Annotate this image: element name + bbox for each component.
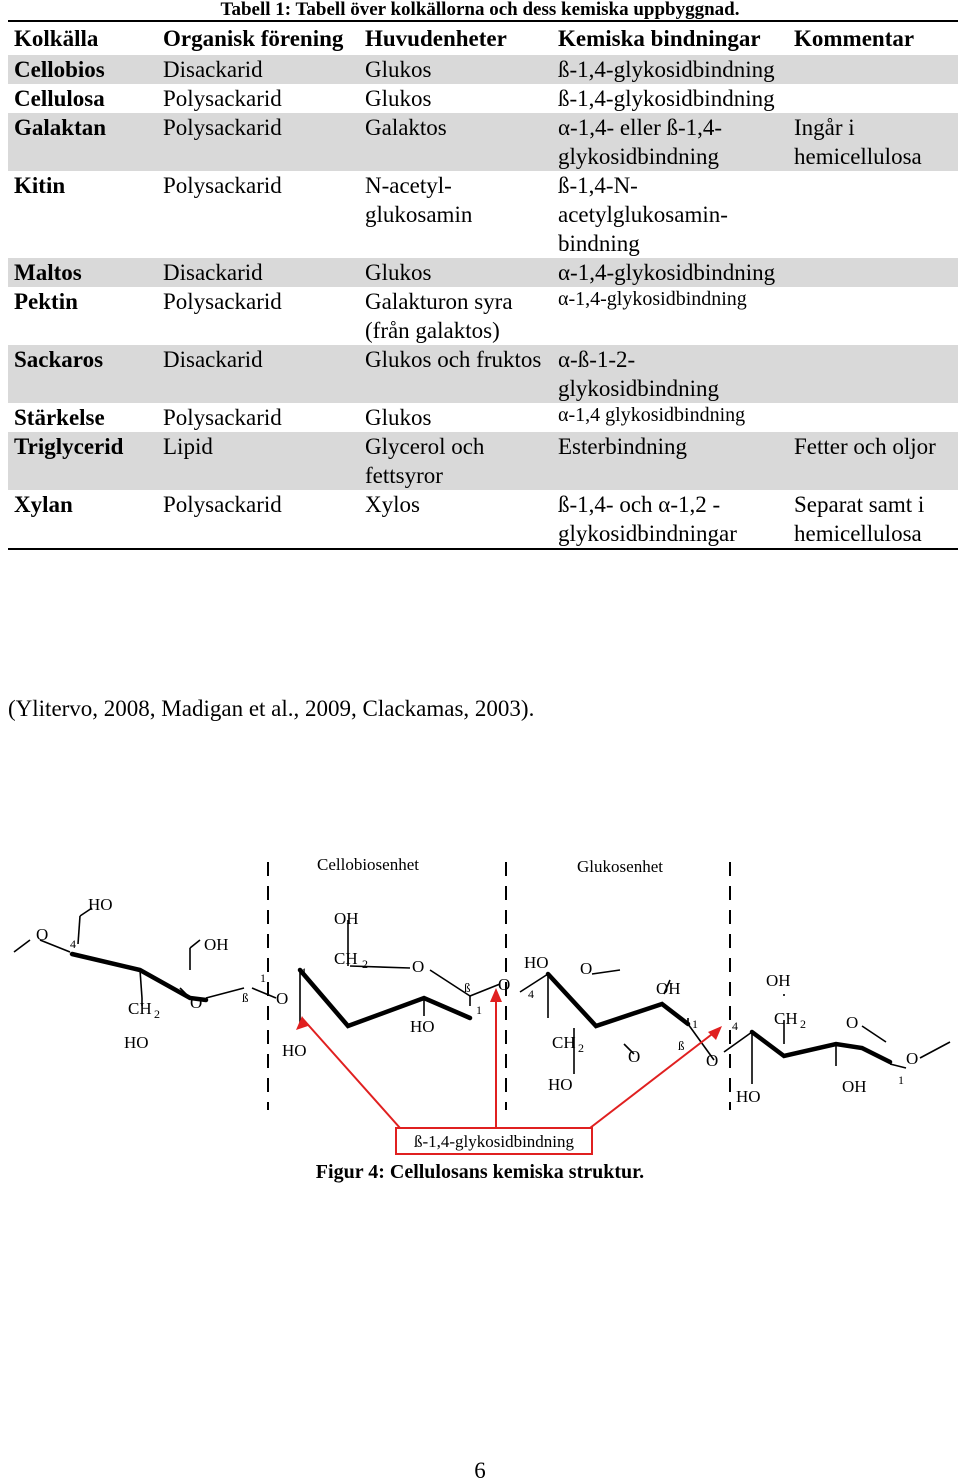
cell-comment: Separat samt i hemicellulosa bbox=[794, 492, 925, 546]
atom-label: CH bbox=[774, 1009, 798, 1028]
cell-compound: Disackarid bbox=[157, 345, 359, 403]
cell-compound: Polysackarid bbox=[163, 405, 282, 430]
cell-compound: Polysackarid bbox=[163, 492, 282, 517]
atom-label: O bbox=[846, 1013, 859, 1032]
cell-compound: Polysackarid bbox=[163, 289, 282, 314]
cell-units: Galakturon syra (från galaktos) bbox=[365, 289, 513, 343]
atom-label: O bbox=[580, 959, 593, 978]
table-row bbox=[8, 55, 958, 84]
atom-label: 2 bbox=[154, 1007, 160, 1021]
header-comment: Kommentar bbox=[794, 26, 915, 51]
ring-bonds bbox=[14, 908, 950, 1084]
cell-bonds: ß-1,4-N-acetylglukosamin-bindning bbox=[558, 173, 728, 256]
atom-label: O bbox=[36, 925, 49, 944]
atom-label: HO bbox=[88, 895, 113, 914]
atom-label: O bbox=[190, 993, 203, 1012]
cell-units: Glycerol och fettsyror bbox=[359, 432, 552, 490]
atom-label: OH bbox=[334, 909, 359, 928]
cellulose-structure-figure bbox=[0, 848, 960, 1158]
cell-source: Cellobios bbox=[8, 55, 157, 84]
atom-label: ß bbox=[464, 980, 471, 995]
atom-label: HO bbox=[524, 953, 549, 972]
cell-comment bbox=[788, 403, 958, 432]
table-row bbox=[8, 403, 958, 432]
cell-comment bbox=[788, 258, 958, 287]
atom-label: 1 bbox=[692, 1017, 698, 1031]
cell-comment: Fetter och oljor bbox=[788, 432, 958, 490]
header-source: Kolkälla bbox=[14, 26, 99, 51]
cell-compound: Disackarid bbox=[157, 258, 359, 287]
atom-label: 1 bbox=[260, 971, 266, 985]
cell-source: Triglycerid bbox=[8, 432, 157, 490]
cell-units: Glukos bbox=[365, 86, 432, 111]
header-bonds: Kemiska bindningar bbox=[558, 26, 761, 51]
cell-compound: Lipid bbox=[157, 432, 359, 490]
cell-source: Stärkelse bbox=[14, 405, 105, 430]
page-number: 6 bbox=[474, 1458, 486, 1483]
cell-source: Pektin bbox=[14, 289, 78, 314]
bond-pointer-lines bbox=[302, 992, 720, 1128]
cell-units: Glukos bbox=[359, 258, 552, 287]
cell-comment bbox=[788, 171, 958, 258]
atom-label: 4 bbox=[732, 1019, 738, 1033]
table-row bbox=[8, 287, 958, 345]
cell-bonds: α-ß-1-2-glykosidbindning bbox=[552, 345, 788, 403]
atom-label: HO bbox=[736, 1087, 761, 1106]
atom-label: O bbox=[628, 1047, 641, 1066]
cell-source: Kitin bbox=[14, 173, 66, 198]
cell-bonds: α-1,4-glykosidbindning bbox=[552, 258, 788, 287]
atom-label: OH bbox=[842, 1077, 867, 1096]
atom-label: CH bbox=[552, 1033, 576, 1052]
atom-label: HO bbox=[282, 1041, 307, 1060]
cell-bonds: α-1,4- eller ß-1,4-glykosidbindning bbox=[552, 113, 788, 171]
cell-source: Galaktan bbox=[8, 113, 157, 171]
table-row bbox=[8, 84, 958, 113]
cell-units: Glukos och fruktos bbox=[359, 345, 552, 403]
atom-label: O bbox=[276, 989, 289, 1008]
table-caption: Tabell 1: Tabell över kolkällorna och dess kemiska uppbyggnad. bbox=[220, 0, 740, 20]
cell-units: Glukos bbox=[359, 55, 552, 84]
atom-label: 2 bbox=[578, 1041, 584, 1055]
header-compound: Organisk förening bbox=[163, 26, 344, 51]
carbon-source-table bbox=[8, 20, 958, 550]
atom-label: OH bbox=[766, 971, 791, 990]
atom-label: HO bbox=[410, 1017, 435, 1036]
atom-label: HO bbox=[124, 1033, 149, 1052]
references: (Ylitervo, 2008, Madigan et al., 2009, Clackamas, 2003). bbox=[8, 696, 535, 721]
cell-compound: Polysackarid bbox=[163, 173, 282, 198]
cell-bonds: α-1,4 glykosidbindning bbox=[558, 404, 746, 426]
atom-label: 4 bbox=[70, 937, 76, 951]
glucose-unit-label: Glukosenhet bbox=[577, 857, 663, 876]
cell-source: Cellulosa bbox=[14, 86, 105, 111]
cell-source: Sackaros bbox=[8, 345, 157, 403]
cell-source: Maltos bbox=[8, 258, 157, 287]
cell-comment: Ingår i hemicellulosa bbox=[788, 113, 958, 171]
cell-bonds: ß-1,4-glykosidbindning bbox=[552, 55, 788, 84]
atom-label: O bbox=[706, 1051, 719, 1070]
cell-compound: Polysackarid bbox=[163, 86, 282, 111]
figure-caption: Figur 4: Cellulosans kemiska struktur. bbox=[315, 1161, 645, 1183]
table-row bbox=[8, 432, 958, 490]
cell-comment bbox=[788, 345, 958, 403]
atom-label: O bbox=[906, 1049, 919, 1068]
table-row bbox=[8, 490, 958, 549]
atom-label: CH bbox=[334, 949, 358, 968]
atom-label: 1 bbox=[898, 1073, 904, 1087]
cell-bonds: Esterbindning bbox=[552, 432, 788, 490]
atom-label: 4 bbox=[528, 987, 534, 1001]
cell-bonds: α-1,4-glykosidbindning bbox=[558, 288, 747, 310]
atom-label: HO bbox=[548, 1075, 573, 1094]
cell-compound: Disackarid bbox=[157, 55, 359, 84]
table-row bbox=[8, 258, 958, 287]
atom-label: 4 bbox=[300, 965, 306, 979]
table-header-row bbox=[8, 21, 958, 55]
cell-bonds: ß-1,4-glykosidbindning bbox=[558, 86, 775, 111]
table-row bbox=[8, 345, 958, 403]
atom-label: ß bbox=[678, 1038, 685, 1053]
bond-label: ß-1,4-glykosidbindning bbox=[413, 1132, 575, 1151]
atom-label: CH bbox=[128, 999, 152, 1018]
header-units: Huvudenheter bbox=[365, 26, 507, 51]
cell-compound: Polysackarid bbox=[157, 113, 359, 171]
atom-label: O bbox=[498, 975, 511, 994]
table-row bbox=[8, 171, 958, 258]
cell-source: Xylan bbox=[14, 492, 73, 517]
cell-units: Galaktos bbox=[359, 113, 552, 171]
atom-label: 1 bbox=[476, 1003, 482, 1017]
atom-label: ß bbox=[242, 990, 249, 1005]
atom-label: OH bbox=[204, 935, 229, 954]
atom-label: O bbox=[412, 957, 425, 976]
atom-label: 2 bbox=[362, 957, 368, 971]
atom-label: 2 bbox=[800, 1017, 806, 1031]
cell-comment bbox=[788, 55, 958, 84]
cell-bonds: ß-1,4- och α-1,2 -glykosidbindningar bbox=[558, 492, 737, 546]
cell-units: Glukos bbox=[365, 405, 432, 430]
cell-comment bbox=[788, 84, 958, 113]
cell-units: N-acetyl-glukosamin bbox=[365, 173, 473, 227]
cell-comment bbox=[788, 287, 958, 345]
table-row bbox=[8, 113, 958, 171]
cellobiose-unit-label: Cellobiosenhet bbox=[317, 855, 419, 874]
cell-units: Xylos bbox=[365, 492, 420, 517]
atom-label: OH bbox=[656, 979, 681, 998]
